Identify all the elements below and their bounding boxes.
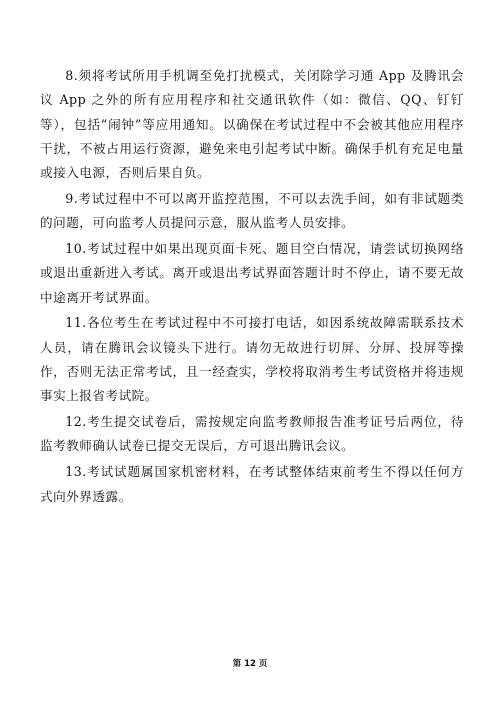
rule-paragraph-9: 9.考试过程中不可以离开监控范围，不可以去洗手间，如有非试题类的问题，可向监考人员提问示意，服从监考人员安排。 [40,190,464,231]
rule-paragraph-11: 11.各位考生在考试过程中不可接打电话，如因系统故障需联系技术人员，请在腾讯会议镜头下进行。请勿无故进行切屏、分屏、投屏等操作，否则无法正常考试，且一经查实，学校将取消考生考试资格并将违规事实上报省考试院。 [40,315,464,404]
rule-paragraph-10: 10.考试过程中如果出现页面卡死、题目空白情况，请尝试切换网络或退出重新进入考试。离开或退出考试界面答题计时不停止，请不要无故中途离开考试界面。 [40,241,464,305]
rule-paragraph-13: 13.考试试题属国家机密材料，在考试整体结束前考生不得以任何方式向外界透露。 [40,464,464,504]
page-number: 第 12 页 [232,659,268,669]
rule-paragraph-8: 8.须将考试所用手机调至免打扰模式，关闭除学习通 App 及腾讯会议 App 之外的所有应用程序和社交通讯软件（如：微信、QQ、钉钉等），包括“闹钟”等应用通知。以确保在考试过程中不会被其他应用程序干扰，不被占用运行资源，避免来电引起考试中断。确保手机有充足电量或接入电源，否则后果自负。 [40,68,464,181]
document-body [40,64,464,510]
rule-paragraph-12: 12.考生提交试卷后，需按规定向监考教师报告准考证号后两位，待监考教师确认试卷已提交无误后，方可退出腾讯会议。 [40,414,464,454]
